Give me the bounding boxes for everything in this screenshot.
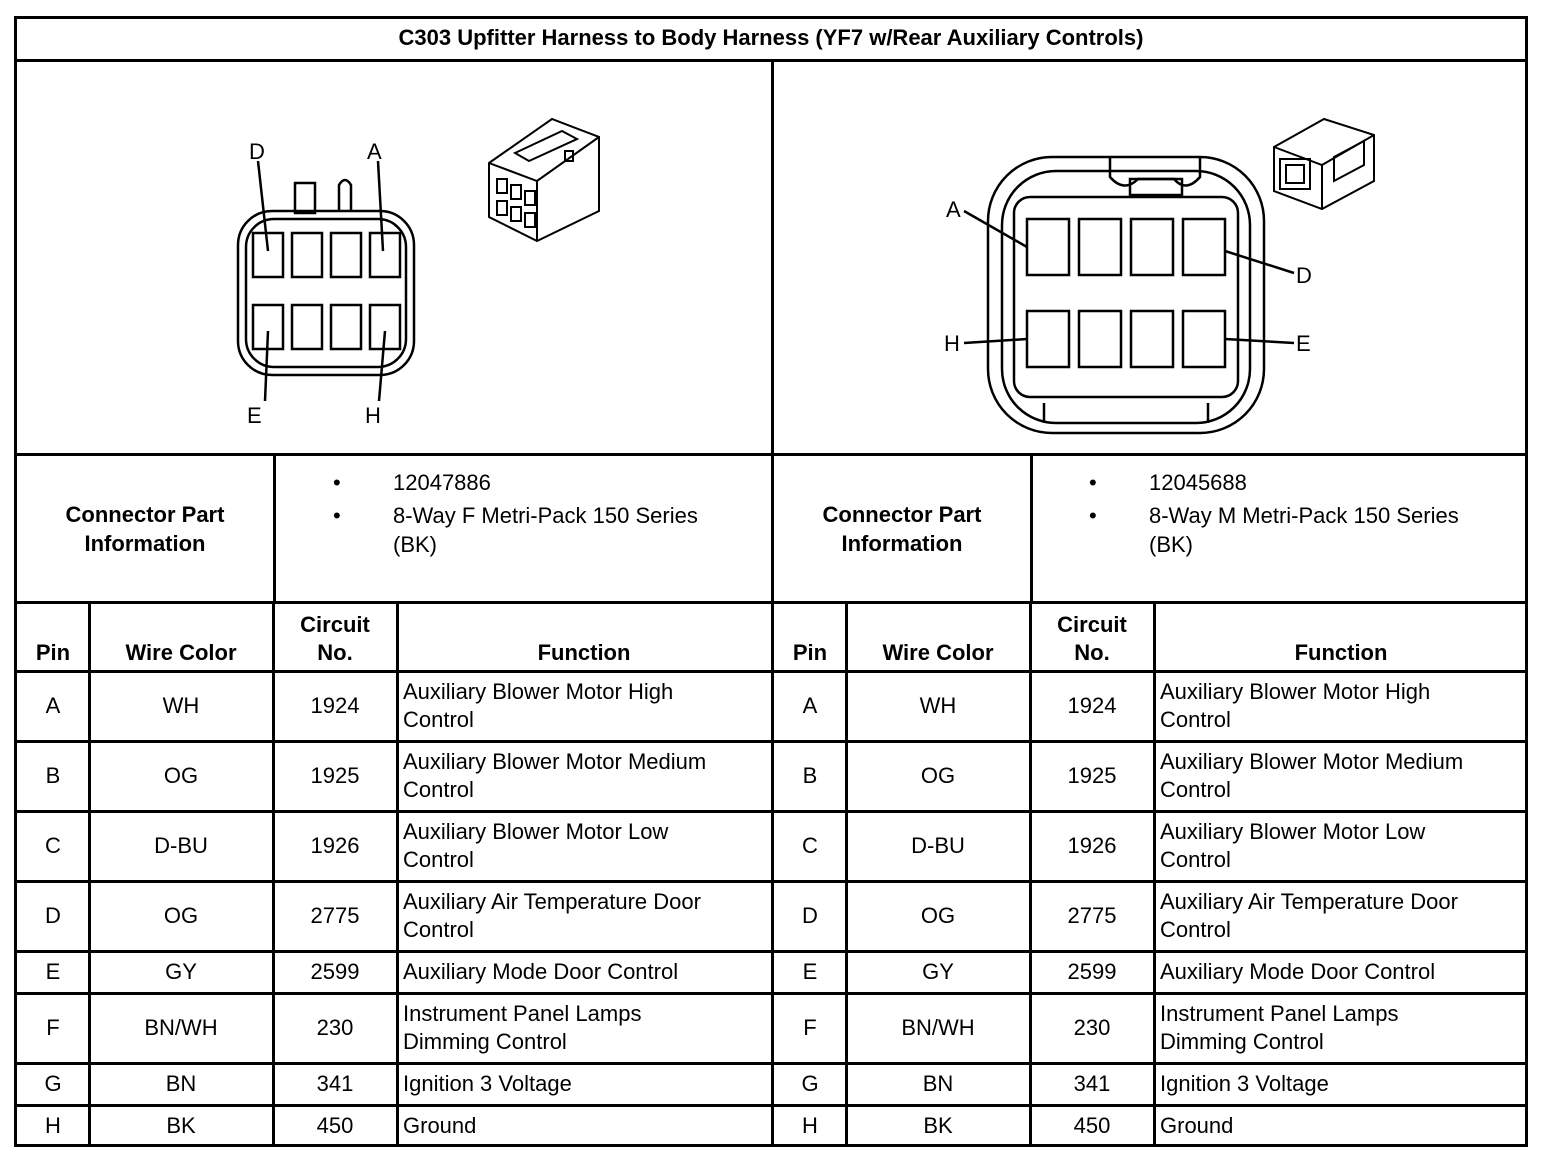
connector-part-details: • 12047886 • 8-Way F Metri-Pack 150 Series (BK): [333, 468, 763, 559]
cell-circuit: 230: [316, 1015, 354, 1040]
cell-circuit: 1925: [310, 763, 360, 788]
cell-circuit: 2775: [1067, 903, 1117, 928]
cell-function: Auxiliary Blower Motor High Control: [1160, 679, 1431, 732]
cell-function: Instrument Panel Lamps Dimming Control: [403, 1001, 642, 1054]
cell-circuit: 341: [316, 1071, 354, 1096]
cell-circuit: 2599: [1067, 959, 1117, 984]
column-header-pin: Pin: [35, 640, 71, 665]
cell-circuit: 1926: [310, 833, 360, 858]
cell-pin: G: [801, 1071, 819, 1096]
part-description-male: 8-Way M Metri-Pack 150 Series (BK): [1149, 503, 1459, 557]
cell-pin: G: [44, 1071, 62, 1096]
cell-color: BK: [166, 1113, 196, 1138]
cell-function: Auxiliary Blower Motor Low Control: [1160, 819, 1426, 872]
cell-circuit: 1926: [1067, 833, 1117, 858]
cell-pin: E: [45, 959, 61, 984]
cell-color: OG: [920, 763, 956, 788]
connector-info-label-male: Connector Part Information: [822, 501, 982, 556]
cell-circuit: 341: [1073, 1071, 1111, 1096]
connector-info-label: Connector Part Information: [65, 501, 225, 556]
cell-pin: H: [45, 1113, 61, 1138]
cell-color: BN/WH: [144, 1015, 218, 1040]
cell-circuit: 450: [1073, 1113, 1111, 1138]
cell-color: GY: [165, 959, 197, 984]
cell-function: Auxiliary Mode Door Control: [403, 959, 679, 984]
cell-function: Auxiliary Air Temperature Door Control: [403, 889, 701, 942]
pin-label-d-male: D: [1296, 263, 1312, 288]
part-description: 8-Way F Metri-Pack 150 Series (BK): [393, 503, 698, 557]
cell-color: BN/WH: [901, 1015, 975, 1040]
cell-function: Auxiliary Blower Motor High Control: [403, 679, 674, 732]
cell-pin: E: [802, 959, 818, 984]
column-header-wire-color: Wire Color: [882, 640, 994, 665]
column-header-function: Function: [1294, 640, 1388, 665]
pin-label-e: E: [247, 403, 262, 428]
cell-function: Auxiliary Blower Motor Low Control: [403, 819, 669, 872]
cell-circuit: 2775: [310, 903, 360, 928]
cell-pin: D: [802, 903, 818, 928]
column-header-function: Function: [537, 640, 631, 665]
cell-color: WH: [162, 693, 200, 718]
pin-label-e-male: E: [1296, 331, 1311, 356]
column-header-circuit: Circuit No.: [300, 612, 370, 665]
cell-pin: C: [802, 833, 818, 858]
cell-pin: B: [802, 763, 818, 788]
cell-pin: A: [45, 693, 61, 718]
cell-color: OG: [163, 763, 199, 788]
part-number-male: 12045688: [1149, 470, 1247, 495]
cell-function: Ignition 3 Voltage: [1160, 1071, 1329, 1096]
cell-circuit: 1924: [310, 693, 360, 718]
cell-color: WH: [919, 693, 957, 718]
cell-function: Auxiliary Blower Motor Medium Control: [403, 749, 707, 802]
cell-pin: B: [45, 763, 61, 788]
female-connector-diagram: [17, 61, 771, 453]
cell-color: BK: [923, 1113, 953, 1138]
cell-circuit: 230: [1073, 1015, 1111, 1040]
cell-pin: A: [802, 693, 818, 718]
cell-pin: D: [45, 903, 61, 928]
cell-circuit: 1925: [1067, 763, 1117, 788]
male-connector-diagram: [774, 61, 1528, 453]
part-number: 12047886: [393, 470, 491, 495]
cell-circuit: 1924: [1067, 693, 1117, 718]
cell-function: Ignition 3 Voltage: [403, 1071, 572, 1096]
column-header-circuit: Circuit No.: [1057, 612, 1127, 665]
connector-part-details-male: • 12045688 • 8-Way M Metri-Pack 150 Series (BK): [1089, 468, 1519, 559]
cell-color: BN: [165, 1071, 197, 1096]
column-header-wire-color: Wire Color: [125, 640, 237, 665]
pin-label-h-male: H: [944, 331, 960, 356]
cell-function: Ground: [1160, 1113, 1234, 1138]
cell-color: OG: [163, 903, 199, 928]
cell-function: Auxiliary Mode Door Control: [1160, 959, 1436, 984]
cell-circuit: 2599: [310, 959, 360, 984]
cell-color: GY: [922, 959, 954, 984]
pin-label-d: D: [249, 139, 265, 164]
cell-function: Auxiliary Blower Motor Medium Control: [1160, 749, 1464, 802]
cell-pin: H: [802, 1113, 818, 1138]
pin-label-h: H: [365, 403, 381, 428]
pinout-sheet: [14, 16, 1528, 1147]
pin-label-a-male: A: [946, 197, 961, 222]
cell-color: OG: [920, 903, 956, 928]
document-title: C303 Upfitter Harness to Body Harness (YF7 w/Rear Auxiliary Controls): [398, 25, 1144, 50]
cell-color: D-BU: [154, 833, 208, 858]
cell-function: Ground: [403, 1113, 477, 1138]
cell-pin: F: [46, 1015, 60, 1040]
pin-label-a: A: [367, 139, 382, 164]
cell-function: Auxiliary Air Temperature Door Control: [1160, 889, 1458, 942]
column-header-pin: Pin: [792, 640, 828, 665]
cell-color: D-BU: [911, 833, 965, 858]
cell-pin: C: [45, 833, 61, 858]
cell-function: Instrument Panel Lamps Dimming Control: [1160, 1001, 1399, 1054]
cell-circuit: 450: [316, 1113, 354, 1138]
cell-pin: F: [803, 1015, 817, 1040]
cell-color: BN: [922, 1071, 954, 1096]
